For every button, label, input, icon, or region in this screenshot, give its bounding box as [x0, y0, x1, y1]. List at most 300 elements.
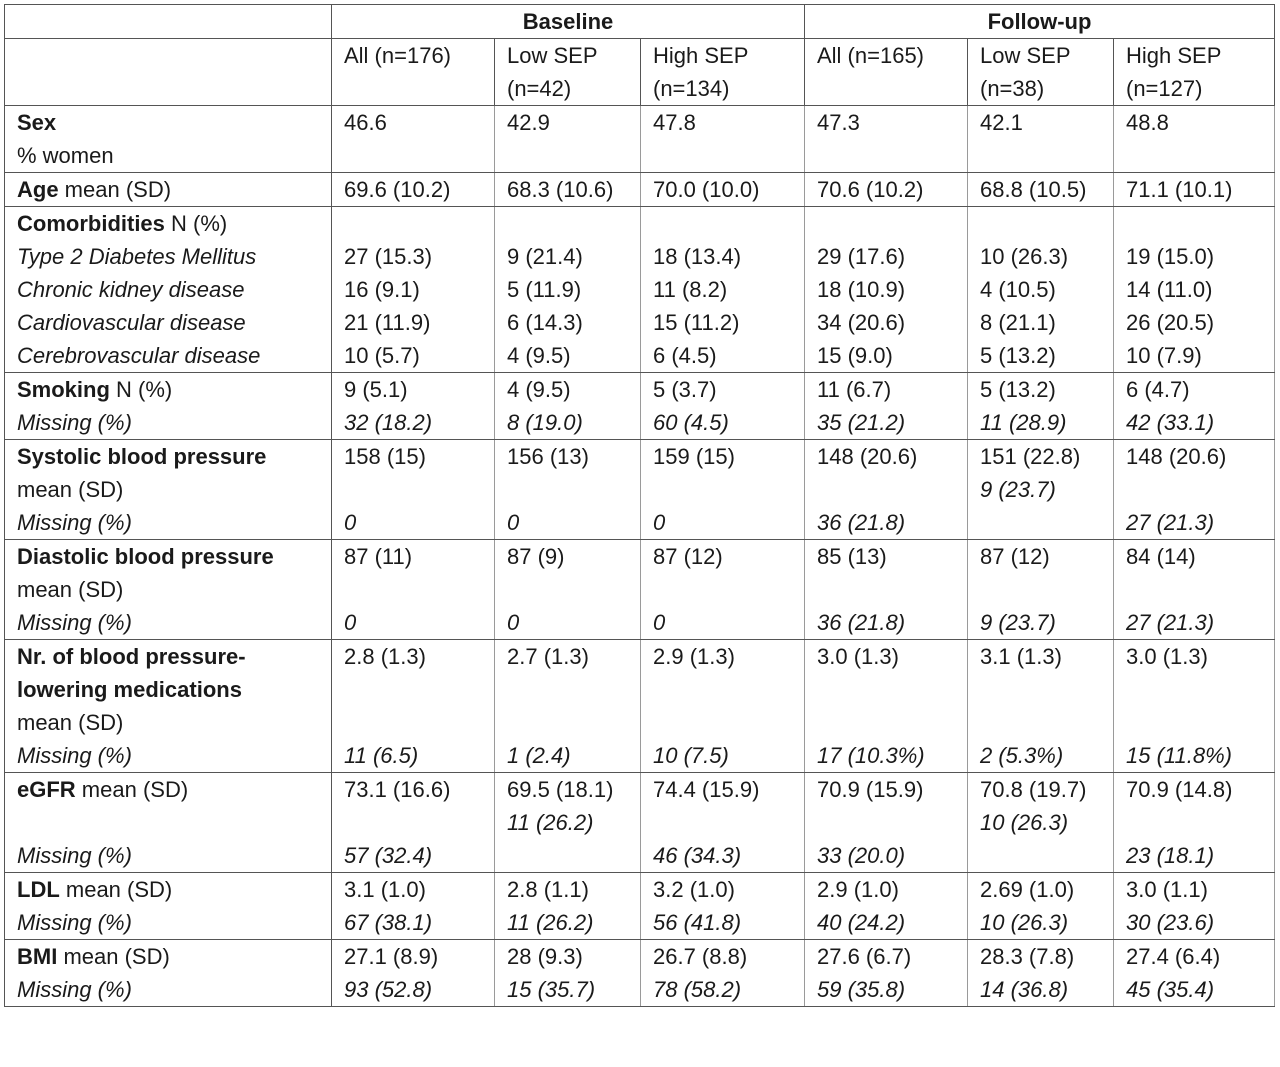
- cell-value: 158 (15): [344, 444, 426, 469]
- cell-value: [1126, 806, 1262, 839]
- row-label: [5, 440, 332, 540]
- table-cell: [495, 440, 641, 540]
- cell-value: [980, 673, 1101, 706]
- label-text: Sex: [17, 110, 57, 135]
- label-text: Diastolic blood pressure: [17, 544, 274, 569]
- cell-value: 74.4 (15.9): [653, 777, 760, 802]
- cell-value: [653, 207, 792, 240]
- cell-value: [507, 473, 628, 506]
- table-cell: [1114, 173, 1275, 207]
- table-cell: [1114, 640, 1275, 773]
- cell-value: 27 (21.3): [1126, 610, 1215, 635]
- table-cell: [495, 106, 641, 173]
- table-cell: [1114, 873, 1275, 940]
- group-header-follow-up: Follow-up: [805, 5, 1275, 39]
- label-text: BMI: [17, 944, 58, 969]
- cell-value: 10 (26.3): [980, 910, 1069, 935]
- row-label: [5, 940, 332, 1007]
- label-text: Missing (%): [17, 410, 132, 435]
- table-body: [5, 106, 1275, 1007]
- cell-value: 56 (41.8): [653, 910, 742, 935]
- table-cell: [332, 873, 495, 940]
- cell-value: 33 (20.0): [817, 843, 906, 868]
- row-label: [5, 873, 332, 940]
- cell-value: 9 (23.7): [980, 610, 1056, 635]
- cell-value: [507, 207, 628, 240]
- row-label-line: [17, 540, 319, 573]
- cell-value: 9 (23.7): [980, 477, 1056, 502]
- cell-value: [980, 207, 1101, 240]
- row-label: [5, 373, 332, 440]
- table-cell: [968, 540, 1114, 640]
- cell-value: 5 (13.2): [980, 343, 1056, 368]
- cell-value: 42 (33.1): [1126, 410, 1215, 435]
- cell-value: 70.0 (10.0): [653, 177, 760, 202]
- label-text: Missing (%): [17, 510, 132, 535]
- cell-value: 87 (12): [980, 544, 1050, 569]
- table-cell: [332, 440, 495, 540]
- cell-value: 18 (13.4): [653, 244, 742, 269]
- table-cell: [968, 873, 1114, 940]
- cell-value: 10 (5.7): [344, 343, 420, 368]
- cell-value: [817, 673, 955, 706]
- table-cell: [1114, 106, 1275, 173]
- cell-value: 2.9 (1.3): [653, 644, 735, 669]
- table-cell: [641, 873, 805, 940]
- table-cell: [1114, 440, 1275, 540]
- cell-value: 2.8 (1.1): [507, 877, 589, 902]
- cell-value: 69.6 (10.2): [344, 177, 451, 202]
- row-label-line: [17, 440, 319, 473]
- cell-value: [507, 573, 628, 606]
- cell-value: 11 (26.2): [507, 910, 594, 935]
- table-cell: [495, 173, 641, 207]
- cell-value: 10 (26.3): [980, 244, 1069, 269]
- cell-value: [1126, 706, 1262, 739]
- cell-value: [1126, 573, 1262, 606]
- table-cell: [805, 873, 968, 940]
- table-cell: [968, 207, 1114, 373]
- table-cell: [1114, 373, 1275, 440]
- table-row: [5, 773, 1275, 873]
- row-label-line: [17, 273, 319, 306]
- row-label-line: [17, 706, 319, 739]
- row-label-line: [17, 207, 319, 240]
- table-cell: [641, 640, 805, 773]
- label-text: Smoking: [17, 377, 110, 402]
- cell-value: 27.6 (6.7): [817, 944, 912, 969]
- cell-value: 17 (10.3%): [817, 743, 925, 768]
- row-label: [5, 540, 332, 640]
- cell-value: 34 (20.6): [817, 310, 906, 335]
- cell-value: 30 (23.6): [1126, 910, 1215, 935]
- row-label: [5, 173, 332, 207]
- table-cell: [968, 640, 1114, 773]
- cell-value: 11 (6.7): [817, 377, 892, 402]
- row-label-line: [17, 873, 319, 906]
- column-header: All (n=165): [805, 39, 968, 106]
- cell-value: 3.0 (1.1): [1126, 877, 1208, 902]
- row-label-line: [17, 240, 319, 273]
- cell-value: 18 (10.9): [817, 277, 906, 302]
- table-cell: [641, 173, 805, 207]
- cell-value: 85 (13): [817, 544, 887, 569]
- group-header-baseline: Baseline: [332, 5, 805, 39]
- cell-value: 87 (12): [653, 544, 723, 569]
- cell-value: [817, 207, 955, 240]
- cell-value: 159 (15): [653, 444, 735, 469]
- cell-value: 59 (35.8): [817, 977, 906, 1002]
- table-row: [5, 207, 1275, 373]
- table-row: [5, 873, 1275, 940]
- cell-value: 8 (21.1): [980, 310, 1056, 335]
- cell-value: 6 (4.5): [653, 343, 717, 368]
- row-label-line: [17, 839, 319, 872]
- cell-value: [653, 573, 792, 606]
- cell-value: 40 (24.2): [817, 910, 906, 935]
- label-text: Chronic kidney disease: [17, 277, 245, 302]
- table-cell: [495, 207, 641, 373]
- row-label-line: [17, 406, 319, 439]
- cell-value: 78 (58.2): [653, 977, 742, 1002]
- cell-value: [817, 806, 955, 839]
- cell-value: 1 (2.4): [507, 743, 571, 768]
- label-text: N (%): [109, 377, 173, 402]
- table-cell: [968, 773, 1114, 873]
- cell-value: 73.1 (16.6): [344, 777, 451, 802]
- cell-value: 148 (20.6): [1126, 444, 1227, 469]
- row-label-line: [17, 173, 319, 206]
- group-header-row: [5, 5, 1275, 39]
- cell-value: 0: [507, 610, 520, 635]
- table-cell: [332, 773, 495, 873]
- cell-value: 3.2 (1.0): [653, 877, 735, 902]
- label-text: mean (SD): [59, 877, 173, 902]
- row-label-line: [17, 473, 319, 506]
- cell-value: 11 (26.2): [507, 810, 594, 835]
- table-cell: [1114, 940, 1275, 1007]
- cell-value: 36 (21.8): [817, 610, 906, 635]
- cell-value: 23 (18.1): [1126, 843, 1215, 868]
- label-text: Age: [17, 177, 59, 202]
- label-text: mean (SD): [58, 177, 172, 202]
- row-label-line: [17, 773, 319, 806]
- table-cell: [805, 440, 968, 540]
- cell-value: 15 (35.7): [507, 977, 596, 1002]
- table-cell: [968, 940, 1114, 1007]
- cell-value: 27 (21.3): [1126, 510, 1215, 535]
- table-cell: [1114, 540, 1275, 640]
- cell-value: 28.3 (7.8): [980, 944, 1075, 969]
- label-text: lowering medications: [17, 677, 242, 702]
- cell-value: 26.7 (8.8): [653, 944, 748, 969]
- cell-value: 11 (6.5): [344, 743, 419, 768]
- cell-value: 28 (9.3): [507, 944, 583, 969]
- column-header: Low SEP (n=38): [968, 39, 1114, 106]
- cell-value: 5 (13.2): [980, 377, 1056, 402]
- cell-value: 2.7 (1.3): [507, 644, 589, 669]
- cell-value: [1126, 673, 1262, 706]
- cell-value: 0: [653, 510, 666, 535]
- table-cell: [968, 173, 1114, 207]
- cell-value: 14 (11.0): [1126, 277, 1213, 302]
- table-cell: [968, 106, 1114, 173]
- cell-value: 4 (9.5): [507, 343, 571, 368]
- cell-value: 2.9 (1.0): [817, 877, 899, 902]
- table-cell: [495, 940, 641, 1007]
- cell-value: 42.1: [980, 110, 1023, 135]
- label-text: Missing (%): [17, 743, 132, 768]
- cell-value: 71.1 (10.1): [1126, 177, 1233, 202]
- cell-value: [507, 706, 628, 739]
- table-cell: [805, 207, 968, 373]
- cell-value: 2.69 (1.0): [980, 877, 1075, 902]
- table-cell: [495, 773, 641, 873]
- row-label-line: [17, 606, 319, 639]
- cell-value: 27 (15.3): [344, 244, 433, 269]
- cell-value: 70.9 (14.8): [1126, 777, 1233, 802]
- label-text: Cardiovascular disease: [17, 310, 246, 335]
- cell-value: 2 (5.3%): [980, 743, 1064, 768]
- label-text: Missing (%): [17, 610, 132, 635]
- label-text: N (%): [164, 211, 228, 236]
- label-text: mean (SD): [17, 577, 124, 602]
- label-text: eGFR: [17, 777, 76, 802]
- cell-value: 9 (5.1): [344, 377, 408, 402]
- label-text: mean (SD): [17, 710, 124, 735]
- table-row: [5, 640, 1275, 773]
- table-cell: [495, 640, 641, 773]
- cell-value: [344, 573, 482, 606]
- cell-value: [980, 506, 1101, 539]
- table-cell: [805, 773, 968, 873]
- cell-value: 67 (38.1): [344, 910, 433, 935]
- cell-value: 87 (11): [344, 544, 413, 569]
- row-label-line: [17, 906, 319, 939]
- label-text: Nr. of blood pressure-: [17, 644, 246, 669]
- cell-value: [344, 473, 482, 506]
- table-cell: [495, 873, 641, 940]
- cell-value: 5 (11.9): [507, 277, 582, 302]
- cell-value: 19 (15.0): [1126, 244, 1215, 269]
- table-header: [5, 5, 1275, 106]
- cell-value: 57 (32.4): [344, 843, 433, 868]
- cell-value: 46.6: [344, 110, 387, 135]
- cell-value: 47.3: [817, 110, 860, 135]
- table-cell: [332, 940, 495, 1007]
- table-row: [5, 106, 1275, 173]
- cell-value: 21 (11.9): [344, 310, 431, 335]
- row-label: [5, 640, 332, 773]
- row-label: [5, 207, 332, 373]
- cell-value: [980, 573, 1101, 606]
- cell-value: 35 (21.2): [817, 410, 906, 435]
- table-cell: [332, 540, 495, 640]
- cell-value: 4 (9.5): [507, 377, 571, 402]
- cell-value: 6 (14.3): [507, 310, 583, 335]
- cell-value: 70.8 (19.7): [980, 777, 1087, 802]
- cell-value: 156 (13): [507, 444, 589, 469]
- cell-value: 3.1 (1.3): [980, 644, 1062, 669]
- cell-value: 27.4 (6.4): [1126, 944, 1221, 969]
- table-cell: [641, 540, 805, 640]
- cell-value: 6 (4.7): [1126, 377, 1190, 402]
- cell-value: 70.6 (10.2): [817, 177, 924, 202]
- row-label-line: [17, 573, 319, 606]
- label-text: Cerebrovascular disease: [17, 343, 261, 368]
- table-cell: [1114, 207, 1275, 373]
- cell-value: [817, 573, 955, 606]
- table-cell: [805, 640, 968, 773]
- cell-value: [507, 673, 628, 706]
- cell-value: 9 (21.4): [507, 244, 583, 269]
- table-cell: [332, 640, 495, 773]
- label-text: Missing (%): [17, 910, 132, 935]
- row-label-line: [17, 973, 319, 1006]
- column-header: High SEP (n=127): [1114, 39, 1275, 106]
- cell-value: 10 (7.5): [653, 743, 729, 768]
- cell-value: 5 (3.7): [653, 377, 717, 402]
- cell-value: [1126, 473, 1262, 506]
- table-cell: [641, 207, 805, 373]
- row-label-line: [17, 806, 319, 839]
- cell-value: 15 (9.0): [817, 343, 893, 368]
- table-cell: [641, 940, 805, 1007]
- cell-value: 84 (14): [1126, 544, 1196, 569]
- row-label-line: [17, 673, 319, 706]
- cell-value: [817, 473, 955, 506]
- cell-value: [653, 806, 792, 839]
- cell-value: 11 (8.2): [653, 277, 728, 302]
- table-cell: [641, 106, 805, 173]
- cell-value: [1126, 207, 1262, 240]
- cell-value: 42.9: [507, 110, 550, 135]
- cell-value: 87 (9): [507, 544, 565, 569]
- cell-value: 47.8: [653, 110, 696, 135]
- label-text: % women: [17, 143, 114, 168]
- cell-value: [344, 806, 482, 839]
- table-cell: [332, 207, 495, 373]
- column-header: Low SEP (n=42): [495, 39, 641, 106]
- cell-value: 45 (35.4): [1126, 977, 1215, 1002]
- cell-value: 0: [653, 610, 666, 635]
- label-text: Missing (%): [17, 977, 132, 1002]
- cell-value: 68.8 (10.5): [980, 177, 1087, 202]
- row-label: [5, 773, 332, 873]
- header-corner: [5, 5, 332, 39]
- table-cell: [641, 773, 805, 873]
- column-header-row: [5, 39, 1275, 106]
- cell-value: 32 (18.2): [344, 410, 433, 435]
- cell-value: 15 (11.2): [653, 310, 740, 335]
- table-cell: [805, 940, 968, 1007]
- row-label-line: [17, 940, 319, 973]
- cell-value: 16 (9.1): [344, 277, 420, 302]
- table-cell: [495, 373, 641, 440]
- label-text: Systolic blood pressure: [17, 444, 267, 469]
- column-header: High SEP (n=134): [641, 39, 805, 106]
- table-row: [5, 440, 1275, 540]
- table-cell: [805, 173, 968, 207]
- cell-value: 29 (17.6): [817, 244, 906, 269]
- cell-value: [653, 473, 792, 506]
- cell-value: 0: [507, 510, 520, 535]
- cell-value: 4 (10.5): [980, 277, 1056, 302]
- cell-value: [653, 706, 792, 739]
- row-label-line: [17, 373, 319, 406]
- table-cell: [968, 373, 1114, 440]
- table-cell: [968, 440, 1114, 540]
- table-row: [5, 940, 1275, 1007]
- table-cell: [805, 540, 968, 640]
- characteristics-table: [4, 4, 1275, 1007]
- cell-value: 27.1 (8.9): [344, 944, 439, 969]
- cell-value: 46 (34.3): [653, 843, 742, 868]
- cell-value: 36 (21.8): [817, 510, 906, 535]
- table-cell: [641, 373, 805, 440]
- table-cell: [805, 106, 968, 173]
- cell-value: 70.9 (15.9): [817, 777, 924, 802]
- label-text: LDL: [17, 877, 60, 902]
- cell-value: 3.0 (1.3): [1126, 644, 1208, 669]
- cell-value: 69.5 (18.1): [507, 777, 614, 802]
- table-cell: [332, 173, 495, 207]
- cell-value: [980, 706, 1101, 739]
- row-label-line: [17, 506, 319, 539]
- table-cell: [1114, 773, 1275, 873]
- table-row: [5, 373, 1275, 440]
- row-label-line: [17, 306, 319, 339]
- header-corner-2: [5, 39, 332, 106]
- table-cell: [332, 106, 495, 173]
- cell-value: 15 (11.8%): [1126, 743, 1232, 768]
- cell-value: 148 (20.6): [817, 444, 918, 469]
- cell-value: 11 (28.9): [980, 410, 1067, 435]
- cell-value: 14 (36.8): [980, 977, 1069, 1002]
- cell-value: 93 (52.8): [344, 977, 433, 1002]
- label-text: Comorbidities: [17, 211, 165, 236]
- table-cell: [495, 540, 641, 640]
- cell-value: [344, 207, 482, 240]
- cell-value: 68.3 (10.6): [507, 177, 614, 202]
- cell-value: [817, 706, 955, 739]
- cell-value: 151 (22.8): [980, 444, 1081, 469]
- row-label: [5, 106, 332, 173]
- cell-value: 26 (20.5): [1126, 310, 1215, 335]
- cell-value: 2.8 (1.3): [344, 644, 426, 669]
- table-row: [5, 173, 1275, 207]
- cell-value: 0: [344, 610, 357, 635]
- cell-value: [344, 673, 482, 706]
- cell-value: [653, 673, 792, 706]
- row-label-line: [17, 106, 319, 139]
- label-text: Type 2 Diabetes Mellitus: [17, 244, 257, 269]
- cell-value: 0: [344, 510, 357, 535]
- column-header: All (n=176): [332, 39, 495, 106]
- cell-value: 3.0 (1.3): [817, 644, 899, 669]
- cell-value: 10 (7.9): [1126, 343, 1202, 368]
- label-text: mean (SD): [17, 477, 124, 502]
- label-text: mean (SD): [75, 777, 189, 802]
- cell-value: 60 (4.5): [653, 410, 729, 435]
- cell-value: 8 (19.0): [507, 410, 583, 435]
- row-label-line: [17, 640, 319, 673]
- label-text: Missing (%): [17, 843, 132, 868]
- cell-value: 48.8: [1126, 110, 1169, 135]
- table-cell: [641, 440, 805, 540]
- row-label-line: [17, 139, 319, 172]
- label-text: mean (SD): [57, 944, 170, 969]
